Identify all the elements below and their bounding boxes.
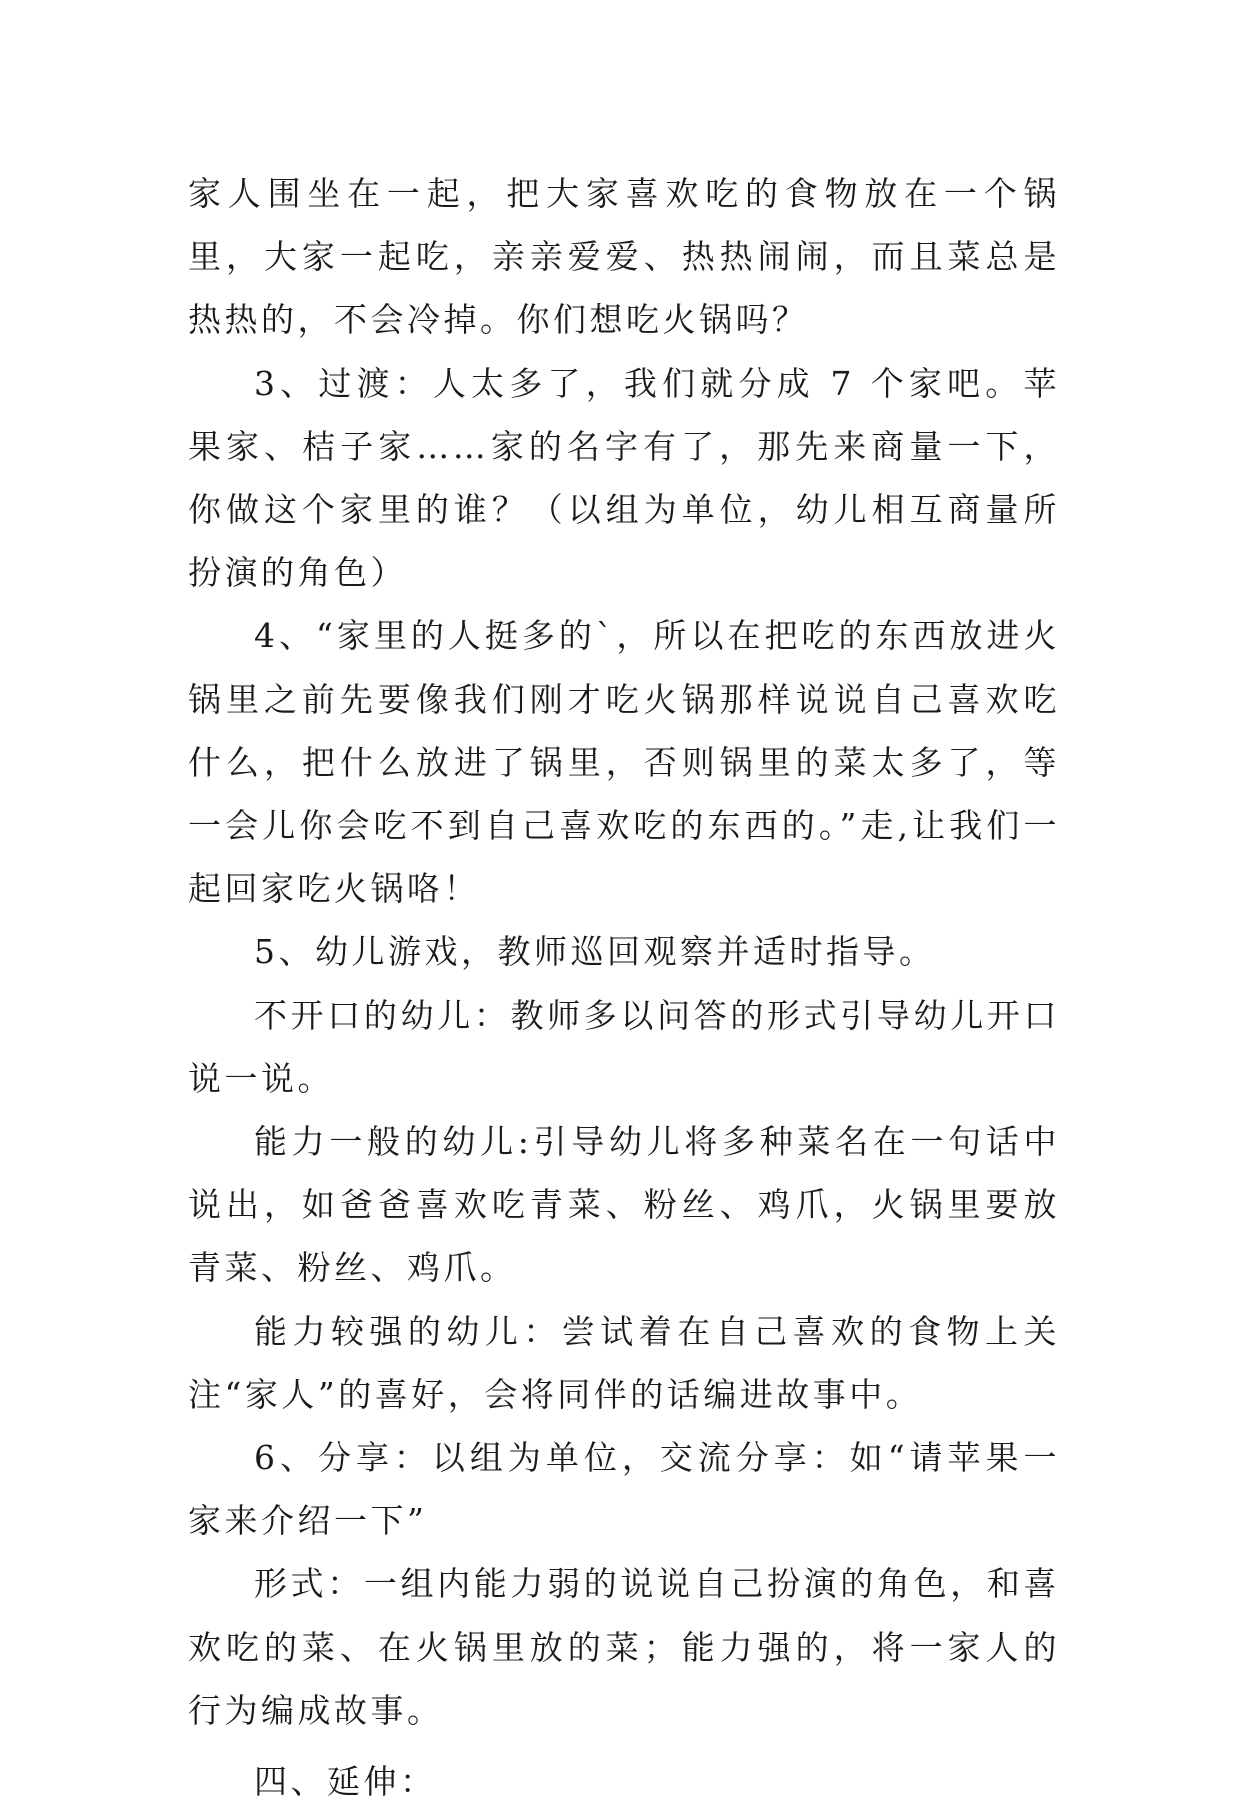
paragraph-step-4-instructions: 4、“家里的人挺多的`，所以在把吃的东西放进火锅里之前先要像我们刚才吃火锅那样说说自己喜欢吃什么，把什么放进了锅里，否则锅里的菜太多了，等一会儿你会吃不到自己喜欢吃的东西的。”走,让我们一起回家吃火锅咯！: [188, 616, 1060, 909]
paragraph-quiet-children: 不开口的幼儿：教师多以问答的形式引导幼儿开口说一说。: [188, 995, 1060, 1098]
paragraph-average-children: 能力一般的幼儿:引导幼儿将多种菜名在一句话中说出，如爸爸喜欢吃青菜、粉丝、鸡爪，火锅里要放青菜、粉丝、鸡爪。: [188, 1122, 1060, 1288]
section-heading-extension: 四、延伸：: [254, 1762, 437, 1802]
document-body: [188, 162, 1060, 1813]
paragraph-step-5-play: 5、幼儿游戏，教师巡回观察并适时指导。: [254, 932, 936, 972]
paragraph-step-3-transition: 3、过渡：人太多了，我们就分成 7 个家吧。苹果家、桔子家……家的名字有了，那先来商量一下，你做这个家里的谁？（以组为单位，幼儿相互商量所扮演的角色）: [188, 363, 1060, 593]
paragraph-hotpot-intro: 家人围坐在一起，把大家喜欢吃的食物放在一个锅里，大家一起吃，亲亲爱爱、热热闹闹，而且菜总是热热的，不会冷掉。你们想吃火锅吗？: [188, 174, 1060, 340]
paragraph-sharing-format: 形式：一组内能力弱的说说自己扮演的角色，和喜欢吃的菜、在火锅里放的菜；能力强的，将一家人的行为编成故事。: [188, 1564, 1060, 1730]
paragraph-step-6-sharing: 6、分享：以组为单位，交流分享：如“请苹果一家来介绍一下”: [188, 1438, 1060, 1541]
paragraph-strong-children: 能力较强的幼儿：尝试着在自己喜欢的食物上关注“家人”的喜好，会将同伴的话编进故事中。: [188, 1311, 1060, 1414]
